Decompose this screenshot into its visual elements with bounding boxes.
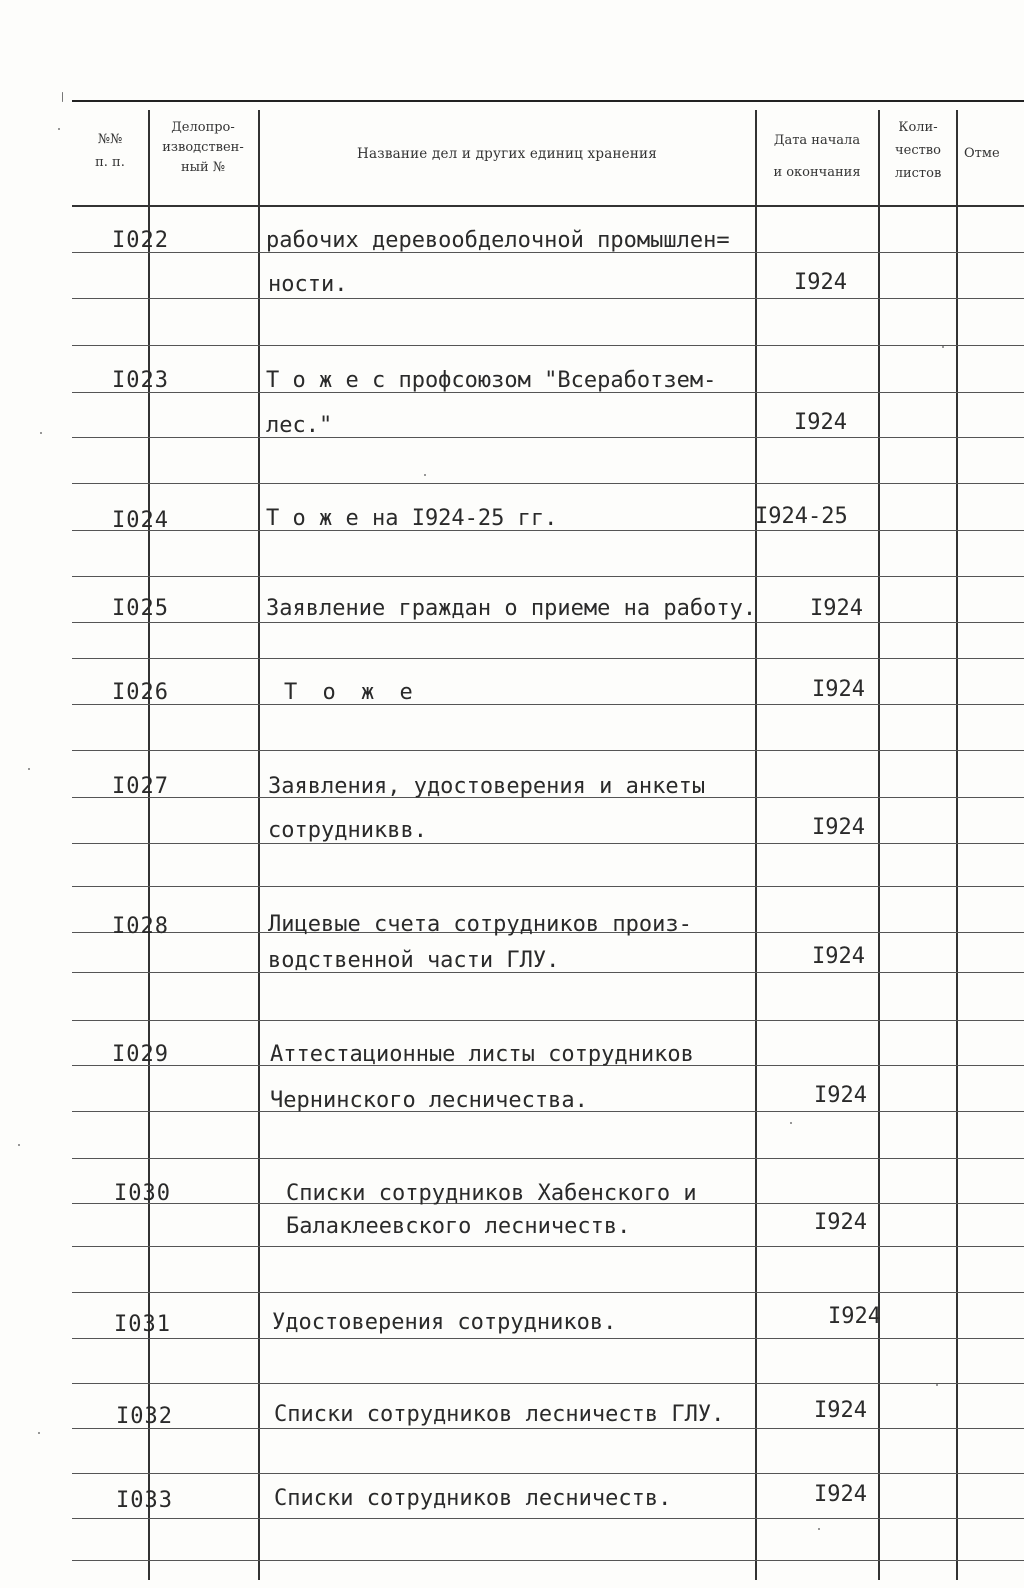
column-divider bbox=[956, 110, 958, 1580]
scan-speck bbox=[942, 346, 944, 348]
row-rule bbox=[72, 843, 1024, 844]
header-office-line: ный № bbox=[180, 160, 226, 175]
row-date: I924 bbox=[814, 1482, 867, 1507]
row-rule bbox=[72, 576, 1024, 577]
row-rule bbox=[72, 886, 1024, 887]
row-rule bbox=[72, 750, 1024, 751]
scan-speck bbox=[58, 128, 60, 130]
row-number: I025 bbox=[112, 596, 169, 621]
scan-speck bbox=[38, 1432, 40, 1434]
row-rule bbox=[72, 622, 1024, 623]
row-date: I924 bbox=[812, 677, 865, 702]
row-rule bbox=[72, 1020, 1024, 1021]
row-date: I924 bbox=[814, 1398, 867, 1423]
row-number: I023 bbox=[112, 368, 169, 393]
row-title-line: Т о ж е на I924-25 гг. bbox=[266, 506, 558, 531]
row-title-line: сотрудниквв. bbox=[268, 818, 427, 843]
row-number: I024 bbox=[112, 508, 169, 533]
row-number: I032 bbox=[116, 1404, 173, 1429]
row-title-line: ности. bbox=[268, 272, 348, 297]
row-title-line: Заявления, удостоверения и анкеты bbox=[268, 774, 706, 799]
scan-speck bbox=[936, 1384, 938, 1386]
row-number: I031 bbox=[114, 1312, 171, 1337]
row-rule bbox=[72, 658, 1024, 659]
row-title-line: водственной части ГЛУ. bbox=[268, 948, 560, 973]
header-office-line: Делопро- bbox=[171, 120, 235, 135]
header-number-line: п. п. bbox=[95, 155, 125, 170]
row-rule bbox=[72, 1383, 1024, 1384]
row-title-line: Балаклеевского лесничеств. bbox=[286, 1214, 631, 1239]
scan-speck bbox=[424, 474, 426, 476]
header-title-column: Название дел и других единиц хранения bbox=[357, 146, 657, 162]
header-dates-line: Дата начала bbox=[773, 133, 861, 148]
row-title-line: рабочих деревообделочной промышлен= bbox=[266, 228, 730, 253]
row-date: I924 bbox=[794, 410, 847, 435]
header-sheets-line: чество bbox=[895, 143, 941, 158]
header-sheets-line: листов bbox=[894, 166, 942, 181]
row-number: I029 bbox=[112, 1042, 169, 1067]
row-rule bbox=[72, 1292, 1024, 1293]
row-rule bbox=[72, 298, 1024, 299]
row-rule bbox=[72, 437, 1024, 438]
row-rule bbox=[72, 1246, 1024, 1247]
row-rule bbox=[72, 1428, 1024, 1429]
row-title-line: Заявление граждан о приеме на работу. bbox=[266, 596, 757, 621]
row-title-line: Списки сотрудников лесничеств ГЛУ. bbox=[274, 1402, 725, 1427]
row-title-line: Аттестационные листы сотрудников bbox=[270, 1042, 694, 1067]
row-number: I033 bbox=[116, 1488, 173, 1513]
scan-speck bbox=[790, 1122, 792, 1124]
header-number-column bbox=[76, 128, 144, 174]
row-title-line: Лицевые счета сотрудников произ- bbox=[268, 912, 692, 937]
row-rule bbox=[72, 1560, 1024, 1561]
row-date: I924 bbox=[810, 596, 863, 621]
row-title-line: Чернинского лесничества. bbox=[270, 1088, 588, 1113]
scan-speck bbox=[40, 432, 42, 434]
row-rule bbox=[72, 345, 1024, 346]
row-date: I924 bbox=[828, 1304, 881, 1329]
column-divider bbox=[878, 110, 880, 1580]
row-date: I924 bbox=[812, 944, 865, 969]
row-rule bbox=[72, 1473, 1024, 1474]
row-title-line: Т о ж е bbox=[284, 680, 419, 705]
row-date: I924-25 bbox=[755, 504, 848, 529]
row-rule bbox=[72, 704, 1024, 705]
header-dates-line: и окончания bbox=[773, 165, 861, 180]
header-sheets-column bbox=[880, 116, 956, 185]
column-divider bbox=[148, 110, 150, 1580]
header-office-line: изводствен- bbox=[162, 140, 244, 155]
row-date: I924 bbox=[814, 1210, 867, 1235]
row-title-line: Удостоверения сотрудников. bbox=[272, 1310, 617, 1335]
scan-speck bbox=[18, 1144, 20, 1146]
header-number-line: №№ bbox=[97, 132, 123, 147]
scan-speck bbox=[62, 92, 63, 102]
row-title-line: Списки сотрудников лесничеств. bbox=[274, 1486, 672, 1511]
row-number: I026 bbox=[112, 680, 169, 705]
row-number: I027 bbox=[112, 774, 169, 799]
row-rule bbox=[72, 1158, 1024, 1159]
row-number: I030 bbox=[114, 1181, 171, 1206]
row-title-line: лес." bbox=[266, 413, 333, 438]
table-top-border bbox=[72, 100, 1024, 102]
row-rule bbox=[72, 1518, 1024, 1519]
column-divider bbox=[755, 110, 757, 1580]
header-dates-column bbox=[757, 125, 877, 189]
column-divider bbox=[258, 110, 260, 1580]
row-number: I028 bbox=[112, 914, 169, 939]
row-date: I924 bbox=[812, 815, 865, 840]
row-rule bbox=[72, 483, 1024, 484]
row-rule bbox=[72, 1338, 1024, 1339]
scan-speck bbox=[28, 768, 30, 770]
scan-speck bbox=[818, 1528, 820, 1530]
row-number: I022 bbox=[112, 228, 169, 253]
header-office-number-column bbox=[150, 118, 256, 178]
row-date: I924 bbox=[814, 1083, 867, 1108]
row-title-line: Списки сотрудников Хабенского и bbox=[286, 1181, 697, 1206]
header-sheets-line: Коли- bbox=[898, 120, 938, 135]
row-date: I924 bbox=[794, 270, 847, 295]
row-title-line: Т о ж е с профсоюзом "Всеработзем- bbox=[266, 368, 717, 393]
header-notes-column: Отме bbox=[964, 146, 1000, 161]
header-bottom-border bbox=[72, 205, 1024, 207]
